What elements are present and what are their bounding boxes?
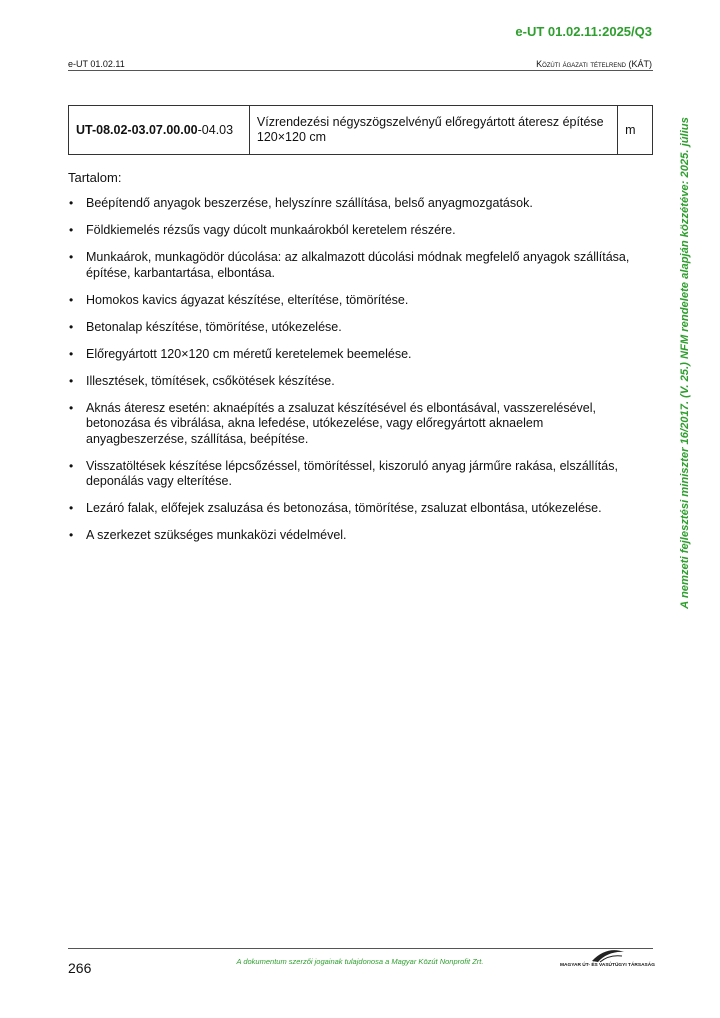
side-note-text: A nemzeti fejlesztési miniszter 16/2017. (V. 25.) NFM rendelete alapján közzétéve: 2025. július [679, 117, 691, 609]
list-item: • Visszatöltések készítése lépcsőzéssel, tömörítéssel, kiszoruló anyag járműre rakása, elszállítás, deponálás vagy elterítése. [68, 459, 643, 490]
list-item: • Földkiemelés rézsűs vagy dúcolt munkaárokból keretelem részére. [68, 223, 643, 239]
copyright-notice: A dokumentum szerzői jogainak tulajdonosa a Magyar Közút Nonprofit Zrt. [236, 957, 484, 966]
page-number: 266 [68, 960, 92, 976]
item-description: Vízrendezési négyszögszelvényű előregyártott áteresz építése 120×120 cm [249, 106, 617, 155]
item-row [69, 106, 653, 155]
logo-text: MAGYAR ÚT- ÉS VASÚTÜGYI TÁRSASÁG [560, 963, 655, 968]
company-logo [560, 948, 655, 972]
item-code-suffix: -04.03 [197, 123, 234, 137]
document-code: e-UT 01.02.11:2025/Q3 [515, 24, 652, 39]
header-divider [68, 70, 653, 71]
list-item: • Homokos kavics ágyazat készítése, elterítése, tömörítése. [68, 293, 643, 309]
road-swoosh-icon [590, 948, 626, 964]
list-item: • Illesztések, tömítések, csőkötések készítése. [68, 374, 643, 390]
list-item: • Betonalap készítése, tömörítése, utókezelése. [68, 320, 643, 336]
header-right-text: Közúti ágazati tételrend (KÁT) [536, 59, 652, 69]
list-item: • Lezáró falak, előfejek zsaluzása és betonozása, tömörítése, zsaluzat elbontása, utókezelése. [68, 501, 643, 517]
list-item: • Előregyártott 120×120 cm méretű keretelemek beemelése. [68, 347, 643, 363]
list-item: • Beépítendő anyagok beszerzése, helyszínre szállítása, belső anyagmozgatások. [68, 196, 643, 212]
side-publication-note [675, 98, 695, 628]
content-heading: Tartalom: [68, 170, 122, 185]
content-list [68, 196, 643, 555]
item-table [68, 105, 653, 155]
item-code-cell [69, 106, 250, 155]
header-left-text: e-UT 01.02.11 [68, 59, 125, 69]
list-item: • A szerkezet szükséges munkaközi védelmével. [68, 528, 643, 544]
item-code: UT-08.02-03.07.00.00 [76, 123, 198, 137]
list-item: • Munkaárok, munkagödör dúcolása: az alkalmazott dúcolási módnak megfelelő anyagok szállítása, építése, karbantartása, elbontása. [68, 250, 643, 281]
list-item: • Aknás áteresz esetén: aknaépítés a zsaluzat készítésével és elbontásával, vasszerelésével, betonozása és vibrálása, akna lefedése, utókezelése, vagy előregyártott aknaelem anyagbeszerzése, szállítása, beépítése. [68, 401, 643, 448]
item-unit: m [618, 106, 653, 155]
